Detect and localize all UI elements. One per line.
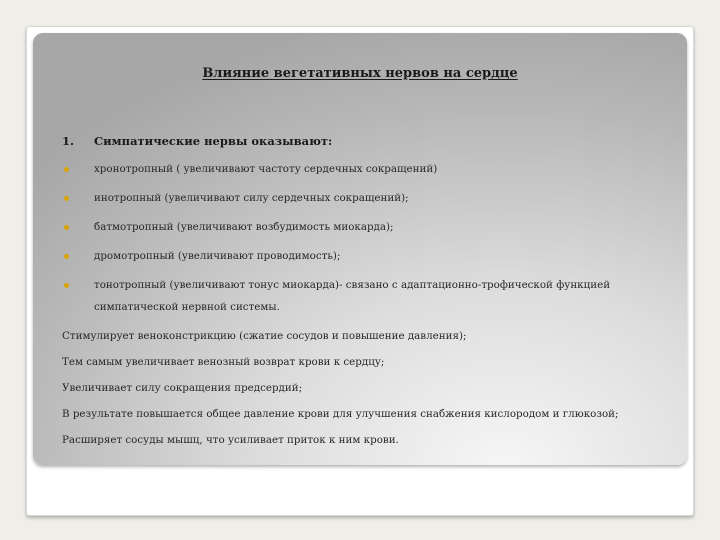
- bullet-dot-icon: [64, 254, 69, 259]
- bullet-text: хронотропный ( увеличивают частоту сердечных сокращений): [94, 163, 438, 175]
- body-line: В результате повышается общее давление крови для улучшения снабжения кислородом и глюкозой;: [62, 408, 619, 420]
- bullet-dot-icon: [64, 167, 69, 172]
- bullet-text: инотропный (увеличивают силу сердечных сокращений);: [94, 192, 409, 204]
- bullet-text: дромотропный (увеличивают проводимость);: [94, 250, 341, 262]
- body-line: Расширяет сосуды мышц, что усиливает приток к ним крови.: [62, 434, 399, 446]
- body-line: Увеличивает силу сокращения предсердий;: [62, 382, 303, 394]
- body-line: Тем самым увеличивает венозный возврат крови к сердцу;: [62, 356, 385, 368]
- bullet-item: [62, 162, 682, 177]
- bullet-dot-icon: [64, 225, 69, 230]
- bullet-text: тонотропный (увеличивают тонус миокарда)- связано с адаптационно-трофической функцией симпатической нервной системы.: [94, 279, 611, 313]
- numbered-heading: [62, 134, 332, 148]
- heading-text: Симпатические нервы оказывают:: [94, 134, 333, 148]
- bullet-dot-icon: [64, 196, 69, 201]
- body-lines: [62, 329, 692, 459]
- body-line: Стимулирует веноконстрикцию (сжатие сосудов и повышение давления);: [62, 330, 467, 342]
- slide-title: Влияние вегетативных нервов на сердце: [202, 66, 518, 81]
- bullet-item: [62, 220, 682, 235]
- bullet-item: [62, 274, 682, 318]
- bullet-text: батмотропный (увеличивают возбудимость миокарда);: [94, 221, 394, 233]
- bullet-list: [62, 162, 682, 332]
- heading-number: 1.: [62, 134, 75, 148]
- bullet-item: [62, 191, 682, 206]
- bullet-dot-icon: [64, 283, 69, 288]
- bullet-item: [62, 249, 682, 264]
